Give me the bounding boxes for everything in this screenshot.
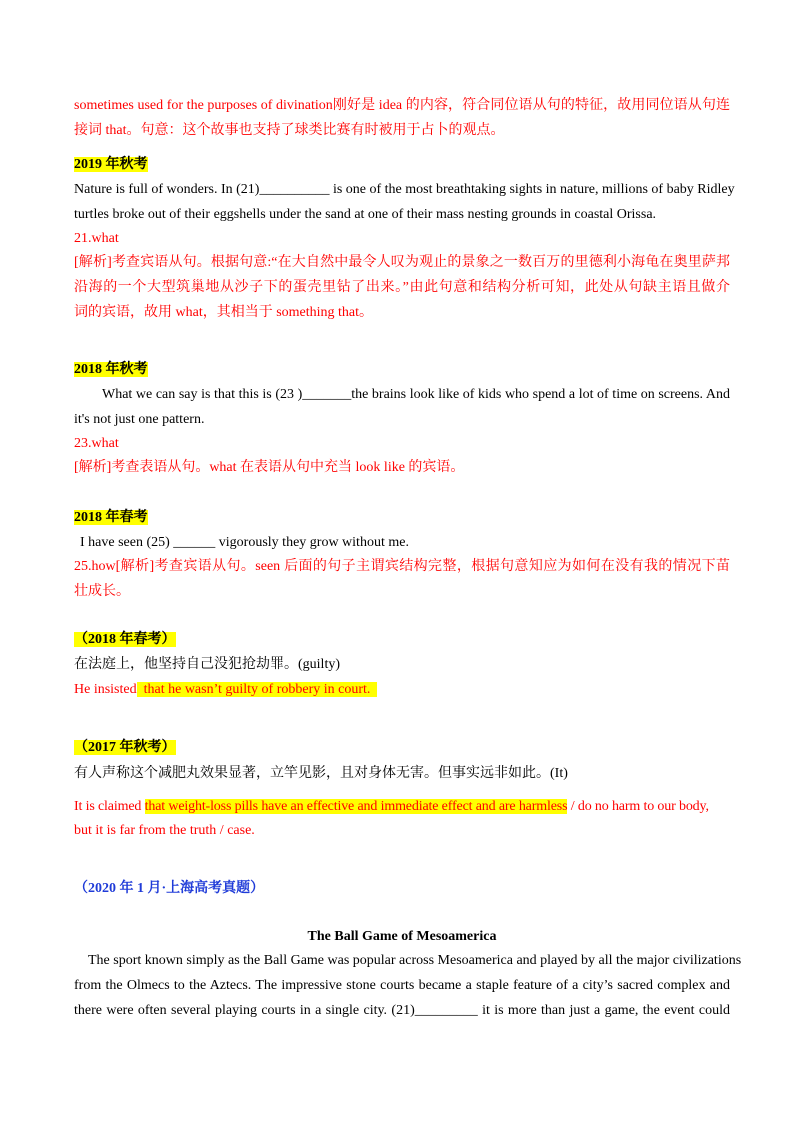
answer-highlight: that weight-loss pills have an effective and immediate effect and are harmless <box>144 799 568 814</box>
question-line: it's not just one pattern. <box>74 412 205 427</box>
answer-prefix: He insisted <box>74 682 137 697</box>
explanation-line: 25.how[解析]考查宾语从句。seen 后面的句子主谓宾结构完整，根据句意知应为如何在没有我的情况下苗 <box>74 559 730 574</box>
answer-line <box>74 797 730 817</box>
explanation-line: [解析]考查宾语从句。根据句意:“在大自然中最令人叹为观止的景象之一数百万的里德利小海龟在奥里萨邦 <box>74 255 730 270</box>
question-line: What we can say is that this is (23 )_______the brains look like of kids who spend a lot of time on screens. And <box>102 387 730 402</box>
section-heading-wrap <box>74 360 730 380</box>
passage-line: there were often several playing courts in a single city. (21)_________ it is more than just a game, the event could <box>74 1003 730 1018</box>
question-line: turtles broke out of their eggshells under the sand at one of their mass nesting grounds in coastal Orissa. <box>74 207 657 222</box>
passage-line: from the Olmecs to the Aztecs. The impressive stone courts became a staple feature of a city’s sacred complex and <box>74 978 730 993</box>
prompt-line: 有人声称这个减肥丸效果显著，立竿见影，且对身体无害。但事实远非如此。(It) <box>74 766 568 781</box>
section-heading-wrap <box>74 155 730 175</box>
answer-highlight: that he wasn’t guilty of robbery in court. <box>136 682 378 697</box>
explanation-line: [解析]考查表语从句。what 在表语从句中充当 look like 的宾语。 <box>74 460 465 475</box>
answer-line: 21.what <box>74 231 119 246</box>
passage-title: The Ball Game of Mesoamerica <box>307 929 497 944</box>
answer-suffix: / do no harm to our body, <box>567 799 709 814</box>
section-heading: （2020 年 1 月·上海高考真题） <box>74 881 265 896</box>
explanation-line: 壮成长。 <box>74 584 130 599</box>
section-heading: （2018 年春考） <box>74 632 176 647</box>
prompt-line: 在法庭上，他坚持自己没犯抢劫罪。(guilty) <box>74 657 340 672</box>
section-heading: 2018 年秋考 <box>74 362 148 377</box>
answer-line: 23.what <box>74 436 119 451</box>
answer-prefix: It is claimed <box>74 799 145 814</box>
question-line: I have seen (25) ______ vigorously they grow without me. <box>80 535 409 550</box>
explanation-line: 沿海的一个大型筑巢地从沙子下的蛋壳里钻了出来。”由此句意和结构分析可知，此处从句缺主语且做介 <box>74 280 730 295</box>
explanation-line: 词的宾语，故用 what，其相当于 something that。 <box>74 305 374 320</box>
text-line: sometimes used for the purposes of divination刚好是 idea 的内容，符合同位语从句的特征，故用同位语从句连 <box>74 98 730 113</box>
section-heading-wrap <box>74 508 730 528</box>
answer-line <box>74 680 730 700</box>
section-heading-wrap <box>74 738 730 758</box>
section-heading: 2018 年春考 <box>74 510 148 525</box>
answer-line: but it is far from the truth / case. <box>74 823 255 838</box>
passage-line: The sport known simply as the Ball Game was popular across Mesoamerica and played by all the major civilizations <box>88 953 742 968</box>
section-heading: 2019 年秋考 <box>74 157 148 172</box>
section-heading-wrap <box>74 630 730 650</box>
question-line: Nature is full of wonders. In (21)__________ is one of the most breathtaking sights in nature, millions of baby Ridley <box>74 182 735 197</box>
text-line: 接词 that。句意：这个故事也支持了球类比赛有时被用于占卜的观点。 <box>74 123 505 138</box>
section-heading: （2017 年秋考） <box>74 740 176 755</box>
